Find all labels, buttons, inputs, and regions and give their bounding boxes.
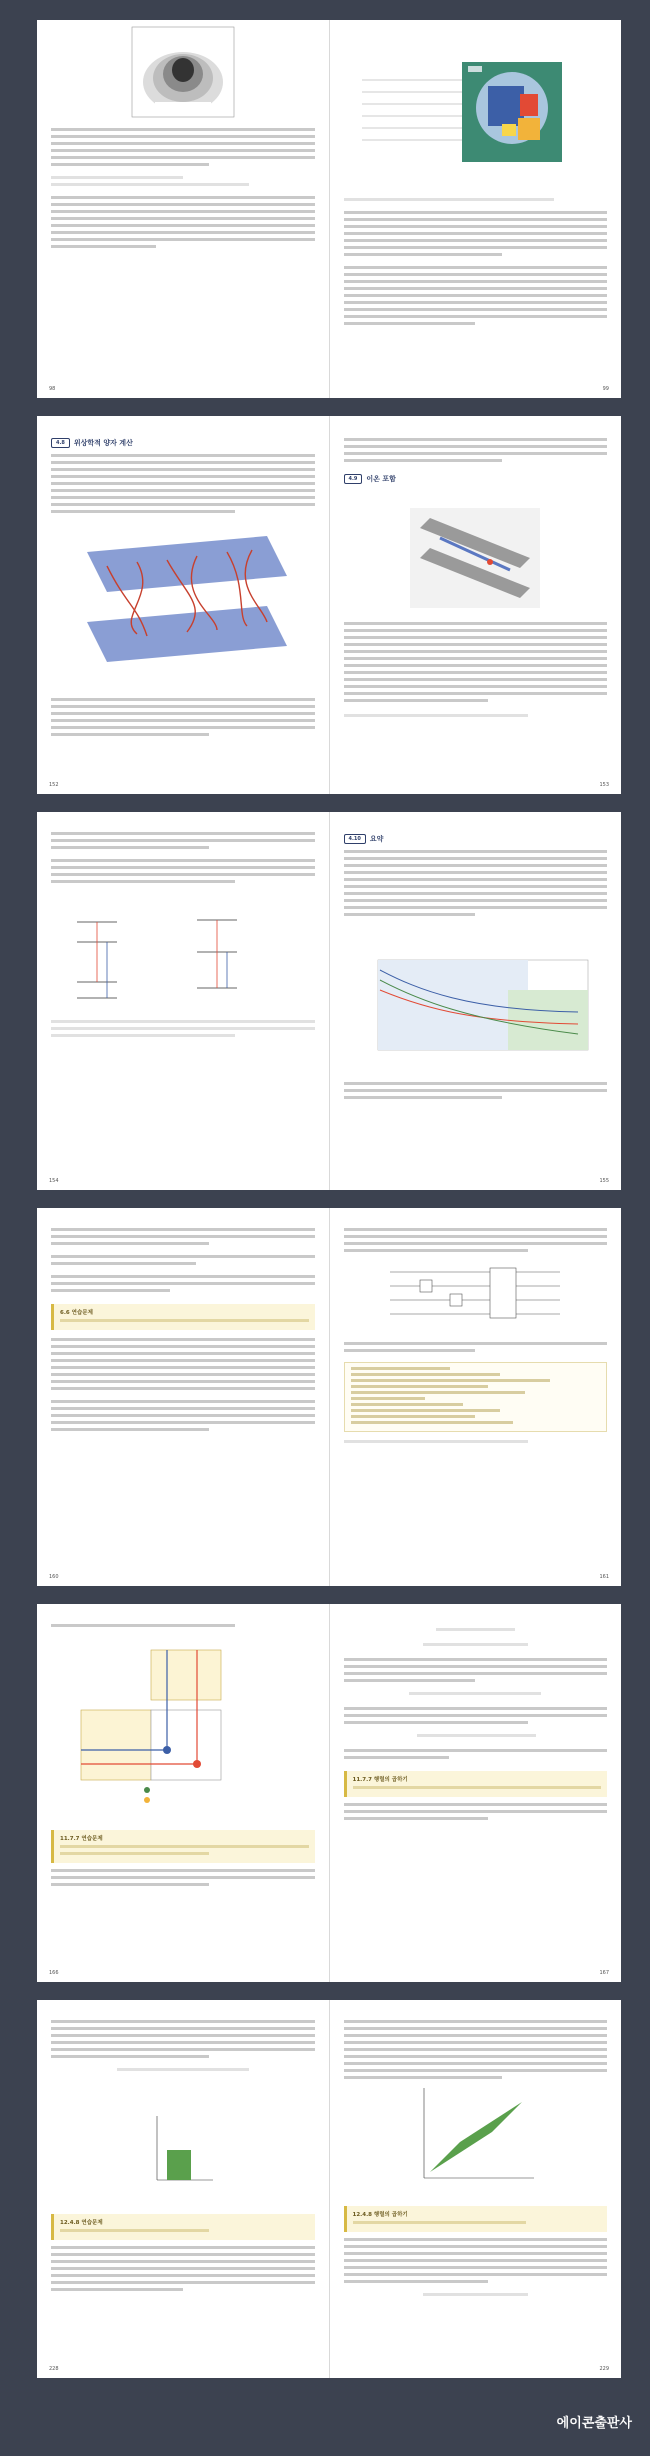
page-number: 160	[49, 1574, 59, 1580]
page-number: 228	[49, 2366, 59, 2372]
section-title: 위상학적 양자 계산	[73, 439, 133, 447]
exercise-box	[344, 2206, 608, 2232]
page-167	[330, 1604, 622, 1982]
spread-6	[37, 2000, 621, 2378]
page-number: 152	[49, 782, 59, 788]
section-badge: 4.10	[344, 834, 366, 844]
publisher-logo: 에이콘출판사	[556, 2416, 632, 2431]
braid-figure	[67, 526, 299, 676]
ion-trap-figure	[410, 508, 540, 608]
page-number: 155	[599, 1178, 609, 1184]
energy-level-figure	[57, 902, 309, 1012]
page-99	[330, 20, 622, 398]
page-number: 161	[599, 1574, 609, 1580]
page-152	[37, 416, 330, 794]
timeline-chart-figure	[358, 950, 594, 1070]
section-badge: 4.9	[344, 474, 363, 484]
exercise-title: 11.7.7 연습문제	[60, 1836, 103, 1842]
page-155	[330, 812, 622, 1190]
matrix-multiplication-figure	[67, 1640, 267, 1820]
spread-3	[37, 812, 621, 1190]
page-161	[330, 1208, 622, 1586]
exercise-title: 6.6 연습문제	[60, 1310, 93, 1316]
exercise-box	[51, 1304, 315, 1330]
page-160	[37, 1208, 330, 1586]
page-number: 166	[49, 1970, 59, 1976]
circuit-figure	[380, 1260, 570, 1330]
exercise-title: 12.4.8 연습문제	[60, 2220, 103, 2226]
page-number: 153	[599, 782, 609, 788]
page-number: 99	[602, 386, 609, 392]
page-166	[37, 1604, 330, 1982]
spread-2	[37, 416, 621, 794]
page-number: 167	[599, 1970, 609, 1976]
page-number: 229	[599, 2366, 609, 2372]
section-title: 요약	[369, 835, 384, 843]
exercise-box	[344, 1771, 608, 1797]
spread-5	[37, 1604, 621, 1982]
exercise-title: 11.7.7 행렬의 곱하기	[352, 1777, 408, 1783]
exercise-box	[51, 2214, 315, 2240]
figure-caption	[51, 682, 315, 687]
page-98	[37, 20, 330, 398]
exercise-title: 12.4.8 행렬의 곱하기	[352, 2212, 408, 2218]
section-title: 이온 포함	[366, 475, 396, 483]
chip-figure	[352, 40, 602, 180]
orbital-figure	[131, 26, 235, 118]
page-number: 154	[49, 1178, 59, 1184]
page-229	[330, 2000, 622, 2378]
parallelogram-figure	[410, 2082, 540, 2192]
page-154	[37, 812, 330, 1190]
area-figure	[147, 2110, 217, 2190]
page-228	[37, 2000, 330, 2378]
exercise-box	[51, 1830, 315, 1863]
page-153	[330, 416, 622, 794]
spread-4	[37, 1208, 621, 1586]
page-number: 98	[49, 386, 56, 392]
spread-1	[37, 20, 621, 398]
section-badge: 4.8	[51, 438, 70, 448]
code-block	[344, 1362, 608, 1432]
